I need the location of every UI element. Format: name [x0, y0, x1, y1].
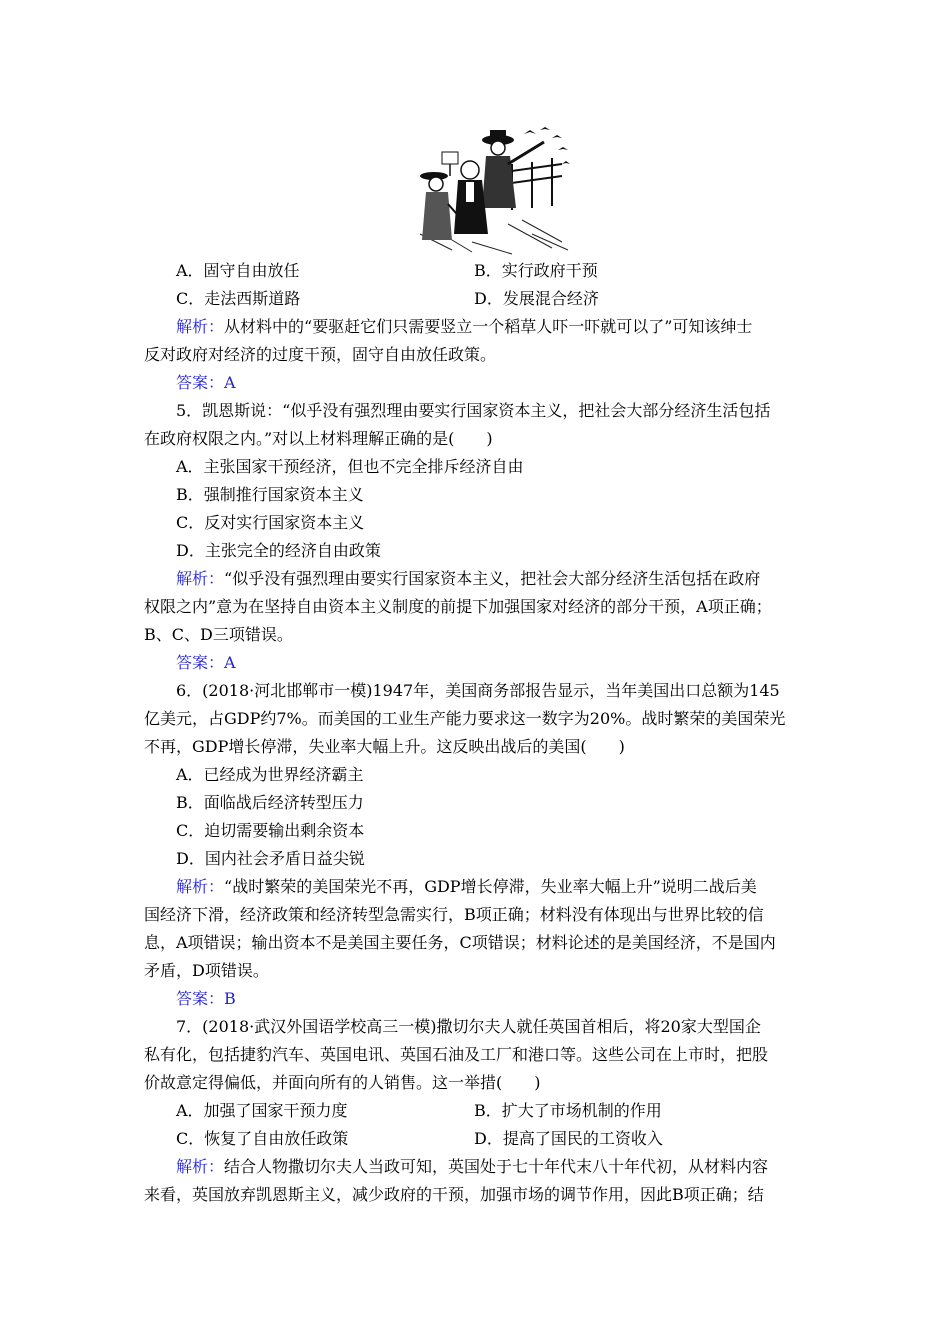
q7-option-c: C．恢复了自由放任政策	[176, 1129, 349, 1148]
q5-option-d: D．主张完全的经济自由政策	[176, 541, 381, 560]
q6-option-c: C．迫切需要输出剩余资本	[176, 821, 365, 840]
q6-answer: 答案：B	[176, 989, 236, 1008]
q7-option-a: A．加强了国家干预力度	[176, 1101, 348, 1120]
q5-option-a: A．主张国家干预经济，但也不完全排斥经济自由	[176, 457, 524, 476]
q6-stem-line-2: 亿美元，占GDP约7%。而美国的工业生产能力要求这一数字为20%。战时繁荣的美国荣光	[144, 709, 786, 728]
q4-option-a: A．固守自由放任	[176, 261, 300, 280]
q5-analysis-line-3: B、C、D三项错误。	[144, 625, 293, 644]
q7-option-b: B．扩大了市场机制的作用	[474, 1101, 662, 1120]
q4-analysis-line-1: 解析：从材料中的“要驱赶它们只需要竖立一个稻草人吓一吓就可以了”可知该绅士	[176, 317, 753, 336]
q5-answer: 答案：A	[176, 653, 236, 672]
q5-stem-line-1: 5．凯恩斯说：“似乎没有强烈理由要实行国家资本主义，把社会大部分经济生活包括	[176, 401, 771, 420]
q5-stem-line-2: 在政府权限之内。”对以上材料理解正确的是( )	[144, 429, 493, 448]
q7-stem-line-1: 7．(2018·武汉外国语学校高三一模)撒切尔夫人就任英国首相后，将20家大型国企	[176, 1017, 761, 1036]
q4-option-c: C．走法西斯道路	[176, 289, 301, 308]
q6-stem-line-1: 6．(2018·河北邯郸市一模)1947年，美国商务部报告显示，当年美国出口总额为145	[176, 681, 780, 700]
q6-analysis-line-3: 息，A项错误；输出资本不是美国主要任务，C项错误；材料论述的是美国经济，不是国内	[144, 933, 776, 952]
cartoon-illustration	[412, 124, 570, 256]
q4-option-b: B．实行政府干预	[474, 261, 598, 280]
q4-answer: 答案：A	[176, 373, 236, 392]
q6-stem-line-3: 不再，GDP增长停滞，失业率大幅上升。这反映出战后的美国( )	[144, 737, 625, 756]
q7-stem-line-2: 私有化，包括捷豹汽车、英国电讯、英国石油及工厂和港口等。这些公司在上市时，把股	[144, 1045, 769, 1064]
q7-analysis-line-2: 来看，英国放弃凯恩斯主义，减少政府的干预，加强市场的调节作用，因此B项正确；结	[144, 1185, 764, 1204]
q6-option-a: A．已经成为世界经济霸主	[176, 765, 364, 784]
q6-option-d: D．国内社会矛盾日益尖锐	[176, 849, 365, 868]
q6-option-b: B．面临战后经济转型压力	[176, 793, 364, 812]
q5-analysis-line-2: 权限之内”意为在坚持自由资本主义制度的前提下加强国家对经济的部分干预，A项正确；	[144, 597, 772, 616]
q6-analysis-line-4: 矛盾，D项错误。	[144, 961, 269, 980]
q6-analysis-label: 解析：	[176, 877, 225, 896]
q4-option-d: D．发展混合经济	[474, 289, 599, 308]
q7-option-d: D．提高了国民的工资收入	[474, 1129, 663, 1148]
q5-option-b: B．强制推行国家资本主义	[176, 485, 364, 504]
q6-analysis-line-1: 解析：“战时繁荣的美国荣光不再，GDP增长停滞，失业率大幅上升”说明二战后美	[176, 877, 757, 896]
q7-stem-line-3: 价故意定得偏低，并面向所有的人销售。这一举措( )	[144, 1073, 541, 1092]
q6-analysis-line-2: 国经济下滑，经济政策和经济转型急需实行，B项正确；材料没有体现出与世界比较的信	[144, 905, 764, 924]
q5-analysis-label: 解析：	[176, 569, 225, 588]
q4-analysis-label: 解析：	[176, 317, 225, 336]
q5-analysis-line-1: 解析：“似乎没有强烈理由要实行国家资本主义，把社会大部分经济生活包括在政府	[176, 569, 761, 588]
q7-analysis-label: 解析：	[176, 1157, 225, 1176]
q4-analysis-line-2: 反对政府对经济的过度干预，固守自由放任政策。	[144, 345, 497, 364]
q5-option-c: C．反对实行国家资本主义	[176, 513, 365, 532]
q7-analysis-line-1: 解析：结合人物撒切尔夫人当政可知，英国处于七十年代末八十年代初，从材料内容	[176, 1157, 769, 1176]
